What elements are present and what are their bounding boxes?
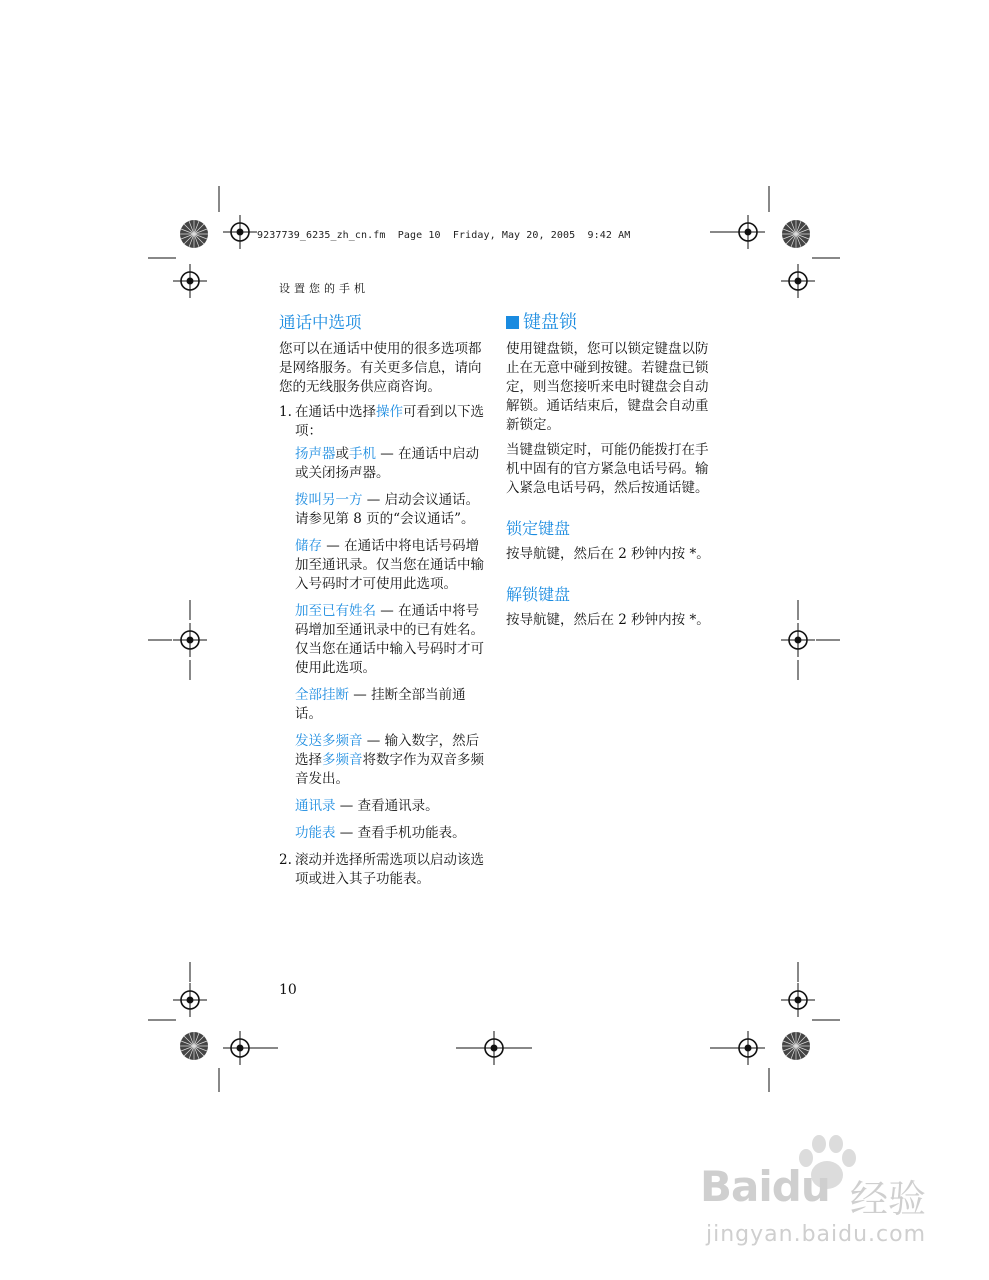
unlock-keypad-text: 按导航键，然后在 2 秒钟内按 *。: [506, 612, 710, 628]
step-text: 滚动并选择所需选项以启动该选项或进入其子功能表。: [295, 852, 484, 887]
step-number: 2.: [279, 852, 292, 868]
option-desc: — 挂断全部当前通话。: [295, 687, 466, 722]
option-desc: 将数字作为双音多频音发出。: [295, 752, 484, 787]
option-contacts: [295, 797, 485, 816]
step-text: 可看到以下选项：: [295, 404, 484, 439]
ui-term: 手机: [349, 446, 376, 462]
option-add-to-name: [295, 602, 485, 678]
keyguard-paragraph-1: 使用键盘锁，您可以锁定键盘以防止在无意中碰到按键。若键盘已锁定，则当您接听来电时键盘会自动解锁。通话结束后，键盘会自动重新锁定。: [506, 341, 709, 433]
option-desc: — 启动会议通话。请参见第 8 页的“会议通话”。: [295, 492, 480, 527]
ui-term: 发送多频音: [295, 733, 363, 749]
ui-term: 加至已有姓名: [295, 603, 376, 619]
option-save: [295, 537, 485, 594]
running-head: 设置您的手机: [279, 282, 369, 295]
ui-term: 储存: [295, 538, 322, 554]
page-number: 10: [279, 982, 297, 998]
step-number: 1.: [279, 404, 292, 420]
step-text: 在通话中选择: [295, 404, 376, 420]
left-column: [279, 312, 485, 895]
in-call-options-heading: 通话中选项: [279, 313, 362, 332]
step-1: [279, 403, 485, 843]
option-desc: — 查看通讯录。: [335, 798, 439, 814]
option-desc: — 查看手机功能表。: [335, 825, 466, 841]
option-desc: — 在通话中将电话号码增加至通讯录。仅当您在通话中输入号码时才可使用此选项。: [295, 538, 484, 592]
lock-keypad-text: 按导航键，然后在 2 秒钟内按 *。: [506, 546, 710, 562]
ui-term: 扬声器: [295, 446, 336, 462]
step-2: [279, 851, 485, 889]
option-conference: [295, 491, 485, 529]
ui-term: 通讯录: [295, 798, 336, 814]
option-text: 或: [335, 446, 349, 462]
option-menu: [295, 824, 485, 843]
option-speaker: [295, 445, 485, 483]
option-desc: — 在通话中启动或关闭扬声器。: [295, 446, 480, 481]
ui-term: 拨叫另一方: [295, 492, 363, 508]
keyguard-heading: [506, 312, 716, 334]
keyguard-heading-text: 键盘锁: [523, 312, 577, 333]
keyguard-paragraph-2: 当键盘锁定时，可能仍能拨打在手机中固有的官方紧急电话号码。输入紧急电话号码，然后按通话键。: [506, 442, 709, 496]
watermark: [700, 1130, 960, 1250]
lock-keypad-heading: 锁定键盘: [506, 519, 571, 538]
watermark-url: jingyan.baidu.com: [706, 1222, 927, 1247]
file-info: 9237739_6235_zh_cn.fm Page 10 Friday, May 20, 2005 9:42 AM: [257, 230, 631, 241]
option-end-all: [295, 686, 485, 724]
ui-term-options: 操作: [376, 404, 403, 420]
ui-term: 全部挂断: [295, 687, 349, 703]
intro-paragraph: 您可以在通话中使用的很多选项都是网络服务。有关更多信息，请向您的无线服务供应商咨询。: [279, 341, 482, 395]
option-desc: — 在通话中将号码增加至通讯录中的已有姓名。仅当您在通话中输入号码时才可使用此选项。: [295, 603, 484, 676]
right-column: [506, 312, 716, 636]
watermark-cn: 经验: [850, 1177, 927, 1221]
option-desc: — 输入数字，然后选择: [295, 733, 480, 768]
ui-term: 多频音: [322, 752, 363, 768]
ui-term: 功能表: [295, 825, 336, 841]
section-square-icon: [506, 316, 519, 329]
option-send-dtmf: [295, 732, 485, 789]
steps-list: [279, 403, 485, 889]
unlock-keypad-heading: 解锁键盘: [506, 585, 571, 604]
watermark-logo: Baidu: [700, 1162, 830, 1211]
